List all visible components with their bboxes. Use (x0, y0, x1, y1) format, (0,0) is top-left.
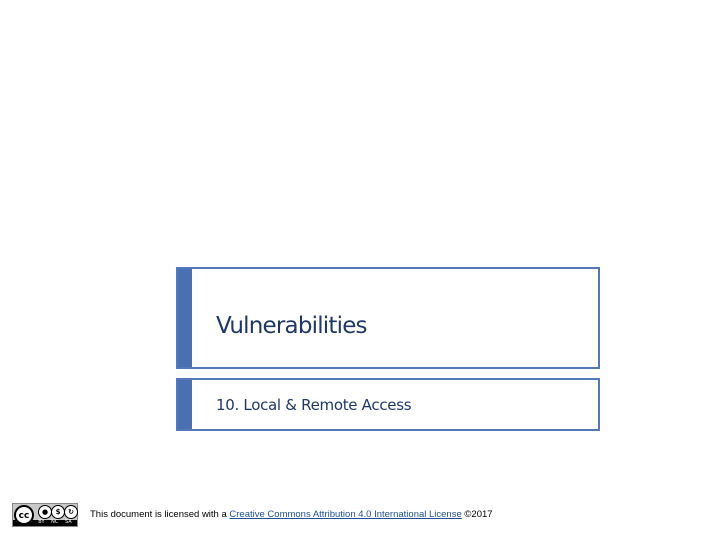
slide-title: Vulnerabilities (216, 313, 367, 339)
nc-label: NC (51, 518, 59, 525)
slide-subtitle: 10. Local & Remote Access (216, 396, 412, 414)
license-notice (90, 509, 493, 520)
subtitle-accent-bar (178, 380, 192, 429)
license-link[interactable]: Creative Commons Attribution 4.0 International License (229, 509, 462, 520)
noncommercial-icon: $ (51, 505, 65, 519)
attribution-icon: ● (38, 505, 52, 519)
cc-icon: cc (14, 505, 34, 525)
by-label: BY (38, 518, 45, 525)
sharealike-icon: ↻ (64, 505, 78, 519)
title-accent-bar (178, 269, 192, 367)
sa-label: SA (64, 518, 72, 525)
creative-commons-license-icon (12, 503, 78, 527)
title-box (176, 267, 600, 369)
badge-labels (35, 518, 75, 525)
license-suffix: ©2017 (461, 509, 493, 520)
license-prefix: This document is licensed with a (90, 509, 230, 520)
subtitle-box (176, 378, 600, 431)
